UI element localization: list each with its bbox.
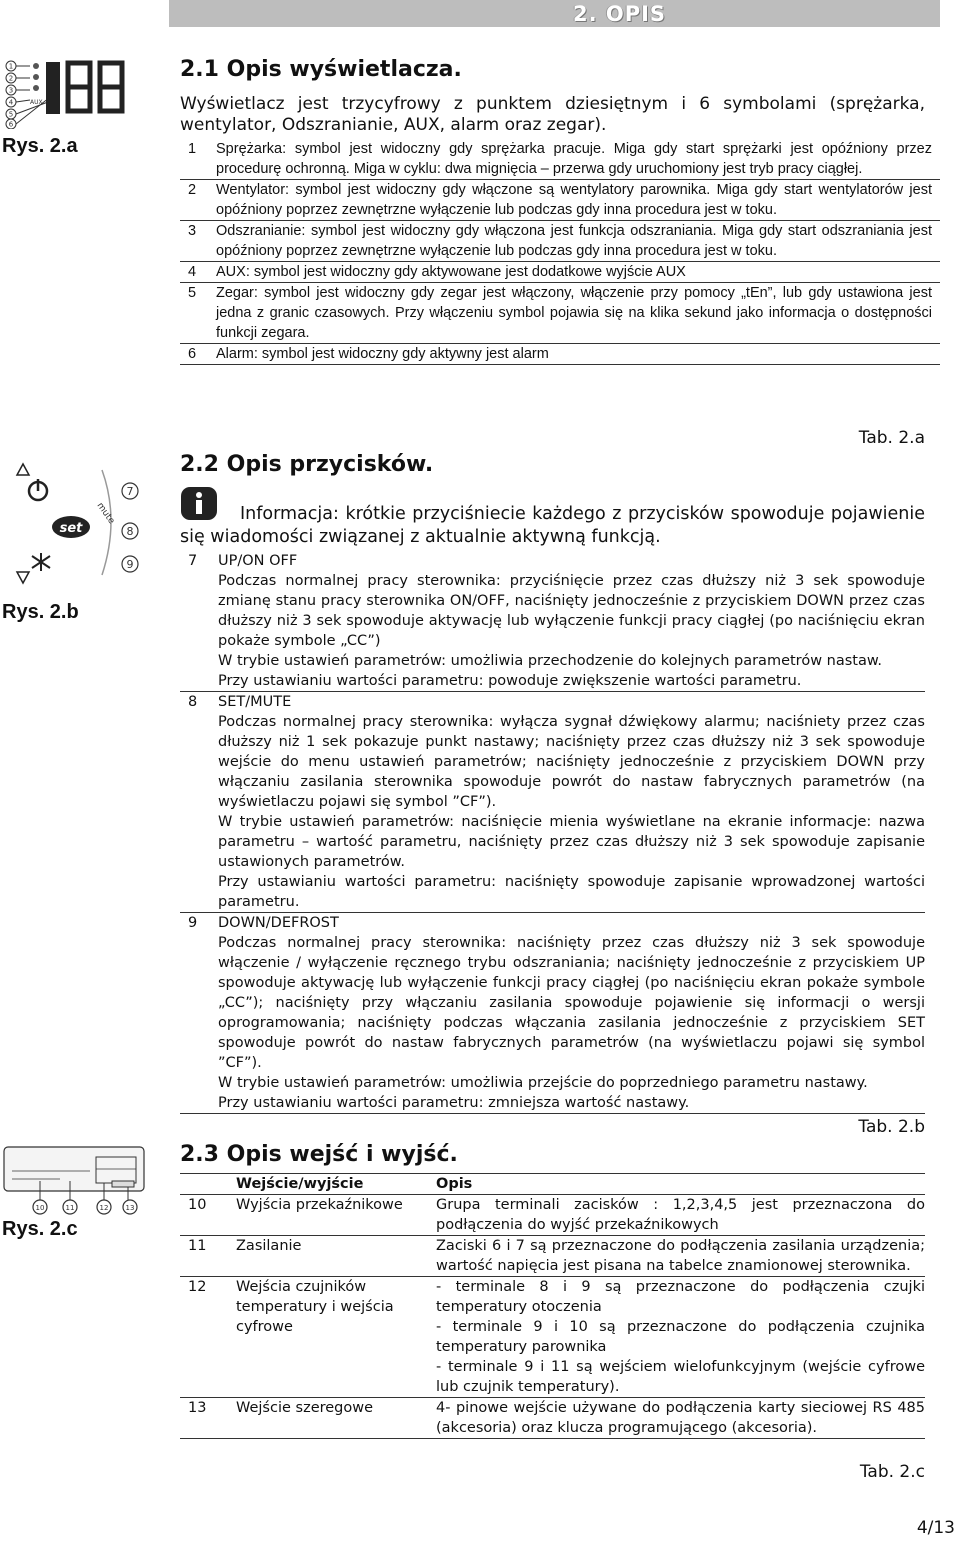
- button-desc-value: Przy ustawianiu wartości parametru: zmniejsza wartość nastawy.: [218, 1095, 690, 1111]
- row-text: Odszranianie: symbol jest widoczny gdy włączona jest funkcja odszraniania. Miga gdy start odszraniania jest opóźniony poprzez zewnętrzne wyłączenie lub podczas gdy inna procedura jest w toku.: [216, 221, 940, 262]
- power-icon: [29, 479, 47, 500]
- section-title-display: 2.1 Opis wyświetlacza.: [180, 57, 462, 82]
- row-number: 3: [180, 221, 216, 262]
- io-desc: - terminale 9 i 10 są przeznaczone do podłączenia czujnika temperatury parownika: [436, 1319, 925, 1355]
- fig-a-num-6: 6: [8, 120, 14, 129]
- table-caption-a: Tab. 2.a: [858, 428, 925, 448]
- fig-b-num-8: 8: [126, 525, 134, 538]
- column-header-desc: Opis: [436, 1174, 925, 1195]
- aux-label: AUX: [30, 99, 43, 106]
- button-name: DOWN/DEFROST: [218, 915, 339, 931]
- button-desc-normal: Podczas normalnej pracy sterownika: naciśnięty przez czas dłuższy niż 3 sek spowoduje włączenie / wyłączenie ręcznego trybu odszraniania; naciśnięty jednocześnie z przyciskiem UP spowoduje aktywację lub wyłączenie funkcji pracy ciągłej (po naciśnięciu ekran pokaże symbole „CC”); naciśnięty przy włączaniu zasilania spowoduje pojawienie się informacji o wersji oprogramowania; naciśnięty podczas włączania zasilania jednocześnie z przyciskiem SET spowoduje powrót do nastaw fabrycznych parametrów (na wyświetlaczu pojawi się symbol ”CF”).: [218, 935, 925, 1071]
- table-row: [180, 913, 925, 1114]
- row-number: 4: [180, 262, 216, 283]
- row-number: 11: [180, 1236, 236, 1277]
- io-desc: Zaciski 6 i 7 są przeznaczone do podłączenia zasilania urządzenia; wartość napięcia jest pisana na tabelce znamionowej sterownika.: [436, 1238, 925, 1274]
- button-desc-normal: Podczas normalnej pracy sterownika: przyciśnięcie przez czas dłuższy niż 3 sek spowoduje zmianę stanu pracy sterownika ON/OFF, naciśnięty jednocześnie z przyciskiem DOWN przez czas dłuższy niż 3 sek spowoduje aktywację lub wyłączenie funkcji pracy ciągłej (po naciśnięciu ekran pokaże symbole „CC”): [218, 573, 925, 649]
- buttons-info-note: Informacja: krótkie przyciśniecie każdego z przycisków spowoduje pojawienie się wiadomości związanej z aktualnie aktywną funkcją.: [180, 504, 925, 547]
- table-row: [180, 139, 940, 180]
- table-caption-c: Tab. 2.c: [859, 1462, 925, 1482]
- buttons-table: [180, 551, 925, 1114]
- table-row: [180, 221, 940, 262]
- row-number: 10: [180, 1195, 236, 1236]
- page-number: 4/13: [916, 1518, 955, 1538]
- row-number: 6: [180, 344, 216, 365]
- fig-a-num-2: 2: [8, 74, 14, 83]
- table-header-row: [180, 1174, 925, 1195]
- buttons-figure: [2, 450, 142, 590]
- button-name: SET/MUTE: [218, 694, 292, 710]
- fan-icon: [33, 74, 39, 80]
- row-number: 9: [180, 913, 218, 1114]
- button-desc-params: W trybie ustawień parametrów: umożliwia przechodzenie do kolejnych parametrów nastaw.: [218, 653, 882, 669]
- fig-a-num-1: 1: [8, 62, 14, 71]
- section-title-io: 2.3 Opis wejść i wyjść.: [180, 1142, 458, 1167]
- table-row: [180, 180, 940, 221]
- table-row: [180, 344, 940, 365]
- row-number: 1: [180, 139, 216, 180]
- io-name: Wyjścia przekaźnikowe: [236, 1195, 436, 1236]
- io-name: Wejście szeregowe: [236, 1398, 436, 1439]
- table-row: [180, 551, 925, 692]
- button-desc-params: W trybie ustawień parametrów: naciśnięcie mienia wyświetlane na ekranie informacje: nazwa parametru – wartość parametru, naciśnięty przez czas dłuższy niż 3 sek spowoduje zapisanie ustawionych parametrów.: [218, 814, 925, 870]
- io-desc: Grupa terminali zacisków : 1,2,3,4,5 jest przeznaczona do podłączenia do wyjść przekaźnikowych: [436, 1197, 925, 1233]
- io-desc: - terminale 8 i 9 są przeznaczone do podłączenia czujki temperatury otoczenia: [436, 1279, 925, 1315]
- button-desc-value: Przy ustawianiu wartości parametru: powoduje zwiększenie wartości parametru.: [218, 673, 802, 689]
- row-number: 13: [180, 1398, 236, 1439]
- io-name: Zasilanie: [236, 1236, 436, 1277]
- table-row: [180, 692, 925, 913]
- fig-b-num-7: 7: [126, 485, 134, 498]
- io-name: Wejścia czujników temperatury i wejścia cyfrowe: [236, 1277, 436, 1398]
- fig-c-num-13: 13: [125, 1204, 135, 1212]
- row-text: Wentylator: symbol jest widoczny gdy włączone są wentylatory parownika. Miga gdy start wentylatorów jest opóźniony poprzez zewnętrzne wyłączenie lub podczas gdy inna procedura jest w toku.: [216, 180, 940, 221]
- set-label: set: [59, 521, 83, 536]
- figure-caption-c: Rys. 2.c: [2, 1218, 78, 1240]
- defrost-icon: [33, 85, 39, 91]
- button-desc-normal: Podczas normalnej pracy sterownika: wyłącza sygnał dźwiękowy alarmu; naciśniety przez czas dłuższy niż 1 sek pokazuje punkt nastawy; naciśnięty przez czas dłuższy niż 3 sek spowoduje wejście do menu ustawień parametrów; naciśnięty jednocześnie z przyciskiem DOWN przy włączaniu zasilania sterownika spowoduje powrót do nastaw fabrycznych parametrów (na wyświetlaczu pojawi się symbol ”CF”).: [218, 714, 925, 810]
- button-name: UP/ON OFF: [218, 553, 298, 569]
- display-figure: [2, 54, 132, 129]
- io-table: [180, 1173, 925, 1439]
- fig-c-num-12: 12: [99, 1204, 109, 1212]
- row-text: AUX: symbol jest widoczny gdy aktywowane jest dodatkowe wyjście AUX: [216, 262, 940, 283]
- figure-caption-b: Rys. 2.b: [2, 601, 79, 623]
- fig-c-num-10: 10: [35, 1204, 45, 1212]
- terminals-figure: [0, 1145, 150, 1217]
- row-number: 2: [180, 180, 216, 221]
- table-row: [180, 1195, 925, 1236]
- up-arrow-icon: [17, 464, 29, 475]
- io-desc: - terminale 9 i 11 są wejściem wielofunkcyjnym (wejście cyfrowe lub czujnik temperatury).: [436, 1359, 925, 1395]
- table-caption-b: Tab. 2.b: [858, 1117, 925, 1137]
- fig-a-num-4: 4: [8, 98, 14, 107]
- table-row: [180, 1236, 925, 1277]
- button-desc-params: W trybie ustawień parametrów: umożliwia przejście do poprzedniego parametru nastawy.: [218, 1075, 868, 1091]
- table-row: [180, 283, 940, 344]
- io-desc: 4- pinowe wejście używane do podłączenia karty sieciowej RS 485 (akcesoria) oraz klucza programującego (akcesoria).: [436, 1400, 925, 1436]
- section-header-title: 2. OPIS: [572, 2, 667, 26]
- fig-a-num-3: 3: [8, 86, 14, 95]
- button-desc-value: Przy ustawianiu wartości parametru: naciśnięty spowoduje zapisanie wprowadzonej wartości parametru.: [218, 874, 925, 910]
- table-row: [180, 1277, 925, 1398]
- section-header: [169, 0, 940, 27]
- column-header-io: Wejście/wyjście: [236, 1174, 436, 1195]
- row-text: Sprężarka: symbol jest widoczny gdy sprężarka pracuje. Miga gdy start sprężarki jest opóźniony przez procedurę ochronną. Miga w cyklu: dwa mignięcia – przerwa gdy uruchomiony jest tryb pracy ciągłej.: [216, 139, 940, 180]
- fig-a-num-5: 5: [8, 110, 14, 119]
- display-intro: Wyświetlacz jest trzycyfrowy z punktem dziesiętnym i 6 symbolami (sprężarka, wentylator, Odszranianie, AUX, alarm oraz zegar).: [180, 94, 925, 135]
- row-text: Alarm: symbol jest widoczny gdy aktywny jest alarm: [216, 344, 940, 365]
- row-text: Zegar: symbol jest widoczny gdy zegar jest włączony, włączenie przy pomocy „tEn”, lub gdy ustawiona jest jedna z granic czasowych. Przy włączeniu symbol pojawia się na klika sekund jako informacja o dostępności funkcji zegara.: [216, 283, 940, 344]
- row-number: 5: [180, 283, 216, 344]
- down-arrow-icon: [17, 572, 29, 583]
- row-number: 8: [180, 692, 218, 913]
- section-title-buttons: 2.2 Opis przycisków.: [180, 452, 434, 477]
- table-row: [180, 1398, 925, 1439]
- fig-b-num-9: 9: [126, 558, 134, 571]
- table-row: [180, 262, 940, 283]
- compressor-icon: [33, 63, 39, 69]
- row-number: 7: [180, 551, 218, 692]
- snowflake-icon: [32, 553, 50, 571]
- figure-caption-a: Rys. 2.a: [2, 135, 78, 157]
- display-symbols-table: [180, 139, 940, 365]
- row-number: 12: [180, 1277, 236, 1398]
- mute-label: mute: [94, 500, 117, 527]
- digit-1: [46, 62, 60, 114]
- fig-c-num-11: 11: [65, 1204, 75, 1212]
